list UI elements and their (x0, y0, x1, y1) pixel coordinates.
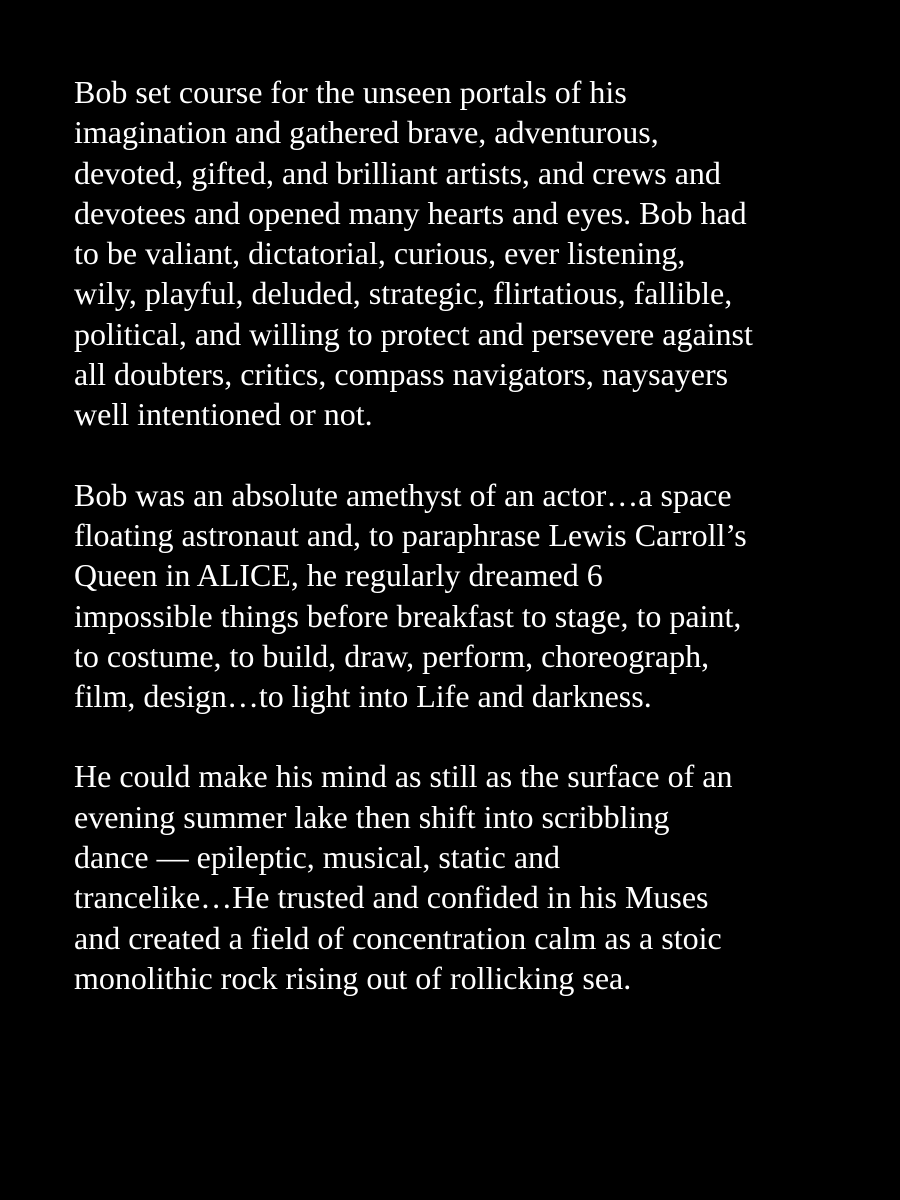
text-line: well intentioned or not. (74, 396, 373, 433)
text-line: all doubters, critics, compass navigators, naysayers (74, 356, 729, 393)
paragraph-1 (74, 72, 854, 435)
text-line: and created a field of concentration calm as a stoic (74, 919, 722, 956)
text-line: evening summer lake then shift into scribbling (74, 798, 670, 835)
text-line: political, and willing to protect and persevere against (74, 315, 753, 352)
paragraph-3 (74, 756, 854, 998)
text-line: dance — epileptic, musical, static and (74, 839, 561, 876)
text-line: to be valiant, dictatorial, curious, ever listening, (74, 235, 686, 272)
text-line: imagination and gathered brave, adventurous, (74, 114, 659, 151)
paragraph-2 (74, 475, 854, 717)
text-line: devoted, gifted, and brilliant artists, and crews and (74, 154, 721, 191)
text-line: Queen in ALICE, he regularly dreamed 6 (74, 557, 603, 594)
text-line: Bob set course for the unseen portals of his (74, 74, 627, 110)
text-line: devotees and opened many hearts and eyes. Bob had (74, 194, 747, 231)
text-line: floating astronaut and, to paraphrase Lewis Carroll’s (74, 516, 747, 553)
text-line: impossible things before breakfast to stage, to paint, (74, 597, 742, 634)
text-line: to costume, to build, draw, perform, choreograph, (74, 637, 710, 674)
text-line: Bob was an absolute amethyst of an actor…a space (74, 476, 732, 513)
text-line: film, design…to light into Life and darkness. (74, 678, 652, 715)
text-body (74, 72, 854, 998)
text-line: He could make his mind as still as the surface of an (74, 758, 733, 795)
text-line: monolithic rock rising out of rollicking sea. (74, 959, 632, 996)
text-line: wily, playful, deluded, strategic, flirtatious, fallible, (74, 275, 733, 312)
text-line: trancelike…He trusted and confided in his Muses (74, 879, 709, 916)
